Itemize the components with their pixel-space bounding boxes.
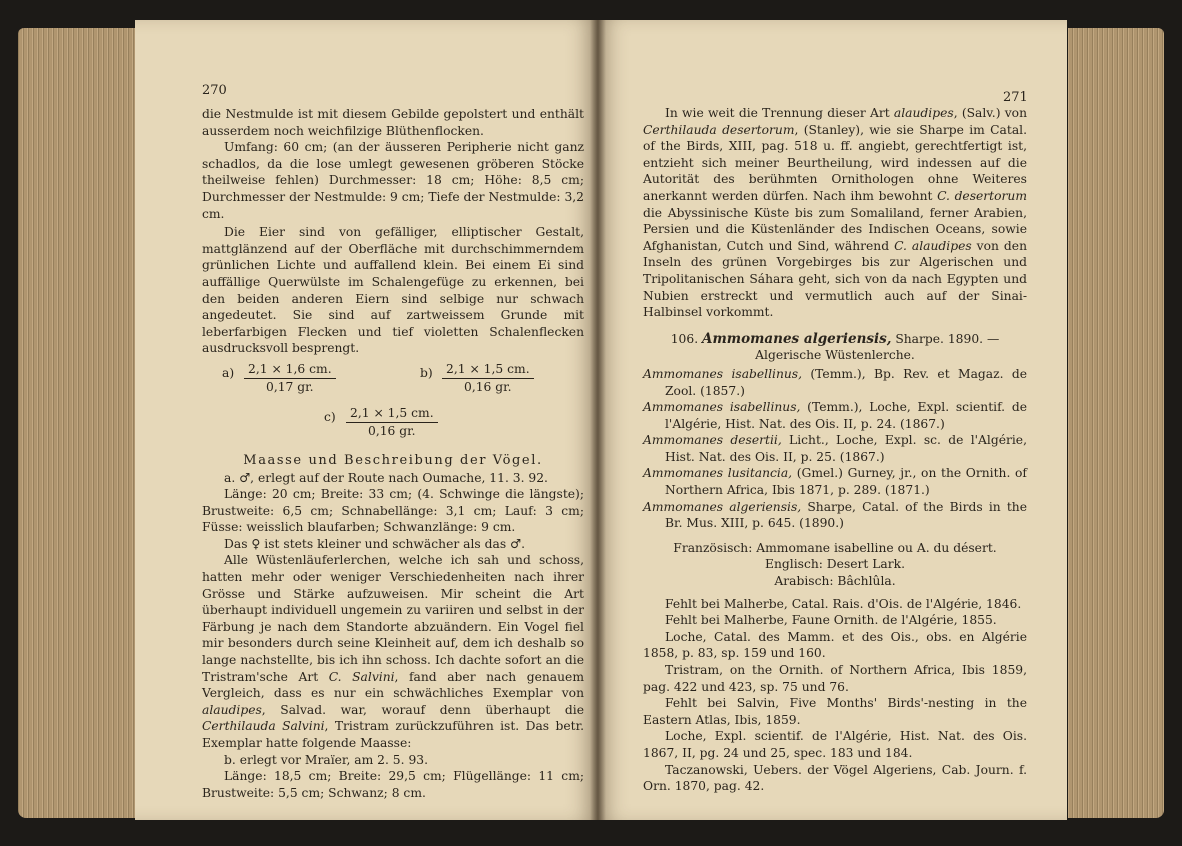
egg-size: 2,1 × 1,5 cm.	[346, 405, 438, 423]
paragraph: b. erlegt vor Mraïer, am 2. 5. 93.	[224, 752, 429, 767]
egg-measurement-b	[442, 361, 534, 395]
species-authority: Sharpe. 1890. —	[891, 331, 1000, 346]
common-names	[643, 540, 1027, 590]
reference-entry: Loche, Catal. des Mamm. et des Ois., obs. en Algérie 1858, p. 83, sp. 159 und 160.	[643, 629, 1027, 661]
common-name: Arabisch: Bâchlûla.	[774, 574, 896, 589]
synonym-citation: (Temm.), Loche, Expl. scientif. de l'Algérie, Hist. Nat. des Ois. II, p. 24. (1867.)	[665, 400, 1027, 431]
book-gutter	[590, 20, 606, 820]
egg-label: b)	[420, 365, 433, 380]
reference-entry: Loche, Expl. scientif. de l'Algérie, Hist. Nat. des Ois. 1867, II, pg. 24 und 25, spec. 183 und 184.	[643, 729, 1027, 760]
paragraph: a. ♂, erlegt auf der Route nach Oumache, 11. 3. 92.	[224, 470, 548, 485]
paragraph: Länge: 20 cm; Breite: 33 cm; (4. Schwinge die längste); Brustweite: 6,5 cm; Schnabellänge: 3,1 cm; Lauf: 3 cm; Füsse: weisslich blaufarben; Schwanzlänge: 9 cm.	[202, 487, 584, 535]
species-subheading: Algerische Wüstenlerche.	[755, 348, 915, 363]
text-run: von den Inseln des grünen Vorgebirges bis zur Algerischen und Tripolitanischen Sáhara geht, sich von da nach Egypten und Nubien erstreckt und vermutlich auch auf der Sinai-Halbinsel vorkommt.	[643, 238, 1027, 320]
synonym-entry	[643, 366, 1027, 399]
text-run: , Salvad. war, worauf denn überhaupt die	[261, 702, 584, 717]
egg-size: 2,1 × 1,5 cm.	[442, 361, 534, 379]
synonym-citation: (Temm.), Bp. Rev. et Magaz. de Zool. (1857.)	[665, 366, 1027, 398]
synonym-citation: Sharpe, Catal. of the Birds in the Br. Mus. XIII, p. 645. (1890.)	[665, 499, 1027, 531]
species-name: alaudipes	[893, 106, 954, 120]
right-page	[597, 20, 1067, 820]
reference-list	[643, 596, 1027, 795]
reference-entry: Fehlt bei Malherbe, Faune Ornith. de l'Algérie, 1855.	[665, 613, 997, 628]
egg-weight: 0,16 gr.	[368, 423, 416, 438]
egg-weight: 0,17 gr.	[266, 379, 314, 394]
common-name: Englisch: Desert Lark.	[765, 557, 905, 572]
text-run: , (Salv.) von	[953, 106, 1027, 120]
reference-entry: Taczanowski, Uebers. der Vögel Algeriens, Cab. Journ. f. Orn. 1870, pag. 42.	[643, 762, 1027, 794]
reference-entry: Tristram, on the Ornith. of Northern Africa, Ibis 1859, pag. 422 und 423, sp. 75 und 76.	[643, 663, 1027, 694]
synonym-citation: Licht., Loche, Expl. sc. de l'Algérie, Hist. Nat. des Ois. II, p. 25. (1867.)	[665, 433, 1027, 464]
species-name: C. desertorum	[937, 188, 1027, 203]
synonym-name: Ammomanes algeriensis,	[643, 499, 802, 514]
paragraph: Die Eier sind von gefälliger, elliptischer Gestalt, mattglänzend auf der Oberfläche mit durchschimmerndem grünlichen Lichte und auffallend klein. Bei einem Ei sind auffällige Querwülste im Schalengefüge zu erkennen, bei den beiden anderen Eiern sind selbige nur schwach angedeutet. Sie sind auf zartweissem Grunde mit leberfarbigen Flecken und tief violetten Schalenflecken ausdrucksvoll besprengt.	[202, 225, 584, 356]
common-name: Französisch: Ammomane isabelline ou A. du désert.	[673, 540, 997, 555]
synonym-name: Ammomanes isabellinus,	[643, 366, 803, 381]
page-edges-left	[18, 28, 148, 818]
species-title: Ammomanes algeriensis,	[702, 330, 892, 347]
synonym-entry	[643, 399, 1027, 432]
paragraph: Länge: 18,5 cm; Breite: 29,5 cm; Flügellänge: 11 cm; Brustweite: 5,5 cm; Schwanz; 8 cm.	[202, 769, 584, 800]
species-name: C. alaudipes	[894, 238, 972, 253]
synonym-name: Ammomanes lusitancia,	[643, 466, 793, 481]
paragraph: Umfang: 60 cm; (an der äusseren Peripherie nicht ganz schadlos, da die lose umlegt gewesenen gröberen Stöcke theilweise fehlen) Durchmesser: 18 cm; Höhe: 8,5 cm; Durchmesser der Nestmulde: 9 cm; Tiefe der Nestmulde: 3,2 cm.	[202, 140, 585, 221]
reference-entry: Fehlt bei Salvin, Five Months' Birds'-nesting in the Eastern Atlas, Ibis, 1859.	[643, 696, 1027, 727]
paragraph	[643, 105, 1027, 321]
right-page-text	[643, 105, 1027, 795]
page-edges-right	[1068, 28, 1164, 818]
text-run: Alle Wüstenläuferlerchen, welche ich sah und schoss, hatten mehr oder weniger Verschiedenheiten nach ihrer Grösse und Stärke aufzuweisen. Mir scheint die Art überhaupt individuell ungemein zu variiren und selbst in der Färbung je nach dem Standorte abzuändern. Ein Vogel fiel mir besonders durch seine Kleinheit auf, dem ich deshalb so lange nachstellte, bis ich ihn schoss. Ich dachte sofort an die Tristram'sche Art	[202, 553, 584, 684]
synonym-entry	[643, 465, 1027, 498]
synonym-citation: (Gmel.) Gurney, jr., on the Ornith. of Northern Africa, Ibis 1871, p. 289. (1871.)	[665, 466, 1027, 498]
egg-measurement-a	[244, 361, 336, 395]
species-name: C. Salvini	[328, 669, 395, 684]
text-run: , (Stanley), wie sie Sharpe im Catal. of the Birds, XIII, pag. 518 u. ff. angiebt, gerechtfertigt ist, entzieht sich meiner Beurtheilung, wird indessen auf die Autorität des berühmten Ornithologen ohne Weiteres anerkannt werden dürfen. Nach ihm bewohnt	[643, 122, 1027, 203]
egg-measurements-c	[202, 405, 584, 445]
text-run: In wie weit die Trennung dieser Art	[665, 106, 894, 120]
species-name: Certhilauda desertorum	[643, 122, 795, 137]
synonym-entry	[643, 499, 1027, 532]
species-number: 106.	[670, 331, 699, 346]
left-page-text	[202, 106, 584, 801]
synonym-entry	[643, 432, 1027, 465]
section-heading: Maasse und Beschreibung der Vögel.	[243, 452, 543, 468]
egg-measurements-ab	[202, 361, 584, 405]
paragraph: Das ♀ ist stets kleiner und schwächer als das ♂.	[224, 536, 525, 551]
egg-label: c)	[324, 409, 336, 424]
species-heading	[643, 331, 1027, 348]
left-page	[135, 20, 597, 820]
egg-weight: 0,16 gr.	[464, 379, 512, 394]
text-run: die Abyssinische Küste bis zum Somaliland, ferner Arabien, Persien und die Küstenländer des Indischen Oceans, sowie Afghanistan, Cutch und Sind, während	[643, 205, 1027, 253]
paragraph	[202, 552, 584, 751]
reference-entry: Fehlt bei Malherbe, Catal. Rais. d'Ois. de l'Algérie, 1846.	[665, 596, 1022, 611]
synonym-name: Ammomanes isabellinus,	[643, 400, 801, 415]
species-name: alaudipes	[202, 702, 262, 717]
species-name: Certhilauda Salvini	[202, 719, 325, 734]
synonym-list	[643, 366, 1027, 532]
page-number-left: 270	[202, 83, 227, 98]
egg-size: 2,1 × 1,6 cm.	[244, 361, 336, 379]
text-run: , fand aber nach genauem Vergleich, dass es nur ein schwächliches Exemplar von	[202, 669, 584, 701]
egg-measurement-c	[346, 405, 438, 439]
egg-label: a)	[222, 365, 235, 380]
page-number-right: 271	[1003, 90, 1028, 105]
synonym-name: Ammomanes desertii,	[643, 433, 782, 448]
paragraph: die Nestmulde ist mit diesem Gebilde gepolstert und enthält ausserdem noch weichfilzige Blüthenflocken.	[202, 107, 584, 138]
text-run: , Tristram zurückzuführen ist. Das betr. Exemplar hatte folgende Maasse:	[202, 719, 584, 750]
